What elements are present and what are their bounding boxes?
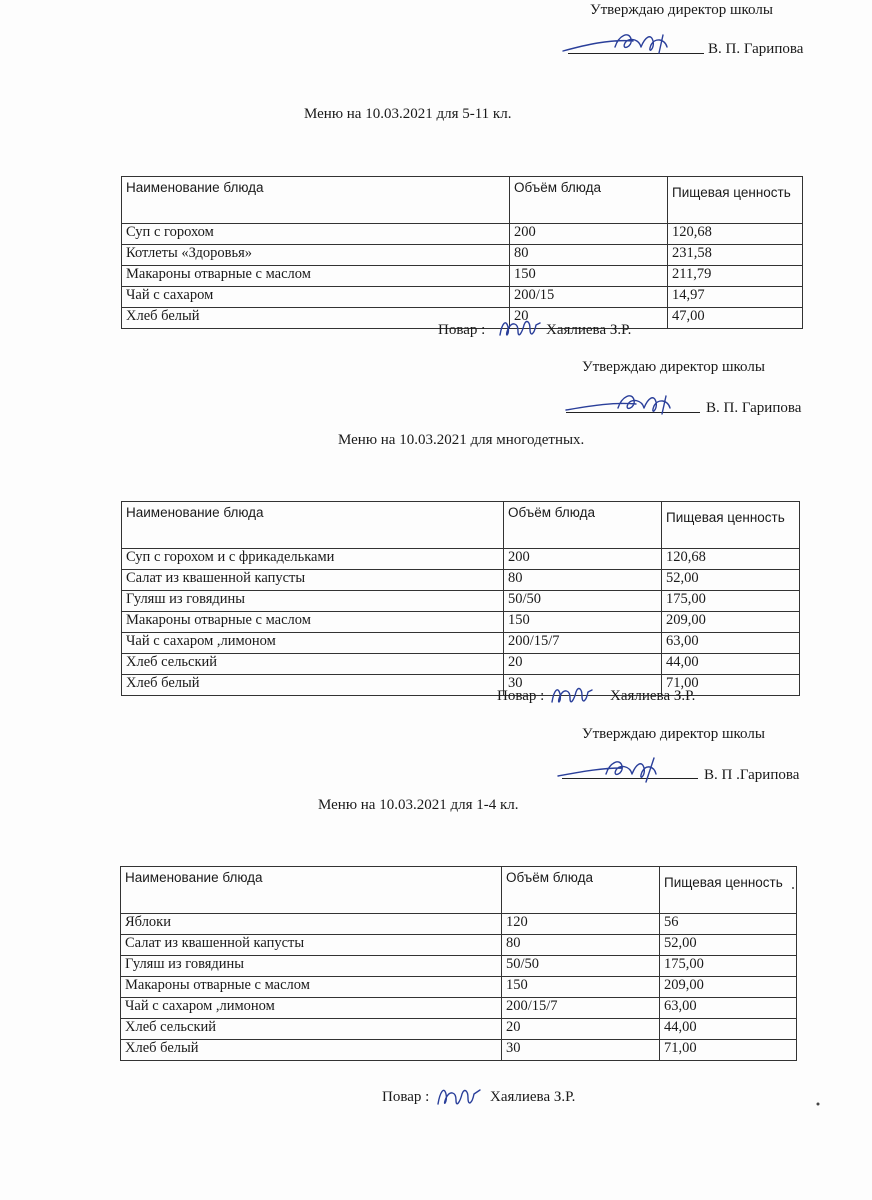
- header-dish: Наименование блюда: [122, 502, 504, 549]
- cook-label: Повар :: [497, 688, 545, 704]
- dish-cell: Макароны отварные с маслом: [122, 266, 510, 287]
- value-cell: 71,00: [660, 1040, 797, 1061]
- dish-cell: Гуляш из говядины: [122, 591, 504, 612]
- dish-cell: Хлеб белый: [121, 1040, 502, 1061]
- cook-label: Повар :: [382, 1089, 430, 1105]
- dish-cell: Макароны отварные с маслом: [122, 612, 504, 633]
- cook-label: Повар :: [438, 322, 486, 338]
- value-cell: 175,00: [662, 591, 800, 612]
- header-volume: Объём блюда: [510, 177, 668, 224]
- volume-cell: 20: [502, 1019, 660, 1040]
- value-cell: 56: [660, 914, 797, 935]
- approval-line: Утверждаю директор школы: [582, 359, 765, 375]
- value-cell: 209,00: [662, 612, 800, 633]
- dish-cell: Хлеб сельский: [122, 654, 504, 675]
- cook-name: Хаялиева З.Р.: [490, 1089, 576, 1105]
- value-cell: 44,00: [660, 1019, 797, 1040]
- menu-title: Меню на 10.03.2021 для 5-11 кл.: [304, 106, 512, 122]
- dish-cell: Макароны отварные с маслом: [121, 977, 502, 998]
- value-cell: 120,68: [662, 549, 800, 570]
- header-dish: Наименование блюда: [122, 177, 510, 224]
- volume-cell: 200/15/7: [504, 633, 662, 654]
- cook-name: Хаялиева З.Р.: [546, 322, 632, 338]
- menu-title: Меню на 10.03.2021 для многодетных.: [338, 432, 585, 448]
- volume-cell: 200: [504, 549, 662, 570]
- dish-cell: Чай с сахаром ,лимоном: [121, 998, 502, 1019]
- volume-cell: 30: [502, 1040, 660, 1061]
- header-volume: Объём блюда: [502, 867, 660, 914]
- volume-cell: 200/15/7: [502, 998, 660, 1019]
- director-name: В. П. Гарипова: [706, 400, 802, 416]
- value-cell: 209,00: [660, 977, 797, 998]
- header-nutrition: Пищевая ценность: [660, 867, 797, 914]
- dish-cell: Хлеб белый: [122, 675, 504, 696]
- volume-cell: 150: [504, 612, 662, 633]
- value-cell: 120,68: [668, 224, 803, 245]
- volume-cell: 80: [502, 935, 660, 956]
- dish-cell: Салат из квашенной капусты: [122, 570, 504, 591]
- value-cell: 63,00: [660, 998, 797, 1019]
- dish-cell: Суп с горохом: [122, 224, 510, 245]
- volume-cell: 150: [510, 266, 668, 287]
- volume-cell: 50/50: [504, 591, 662, 612]
- speck: [817, 1103, 820, 1106]
- volume-cell: 20: [504, 654, 662, 675]
- value-cell: 231,58: [668, 245, 803, 266]
- value-cell: 47,00: [668, 308, 803, 329]
- volume-cell: 50/50: [502, 956, 660, 977]
- approval-line: Утверждаю директор школы: [582, 726, 765, 742]
- value-cell: 52,00: [662, 570, 800, 591]
- volume-cell: 80: [510, 245, 668, 266]
- volume-cell: 200: [510, 224, 668, 245]
- menu-title: Меню на 10.03.2021 для 1-4 кл.: [318, 797, 519, 813]
- cook-name: Хаялиева З.Р.: [610, 688, 696, 704]
- value-cell: 44,00: [662, 654, 800, 675]
- volume-cell: 200/15: [510, 287, 668, 308]
- value-cell: 211,79: [668, 266, 803, 287]
- value-cell: 63,00: [662, 633, 800, 654]
- director-name: В. П .Гарипова: [704, 767, 800, 783]
- header-nutrition: Пищевая ценность: [662, 502, 800, 549]
- value-cell: 52,00: [660, 935, 797, 956]
- header-nutrition: Пищевая ценность: [668, 177, 803, 224]
- dish-cell: Яблоки: [121, 914, 502, 935]
- value-cell: 14,97: [668, 287, 803, 308]
- approval-line: Утверждаю директор школы: [590, 2, 773, 18]
- value-cell: 71,00: [662, 675, 800, 696]
- header-volume: Объём блюда: [504, 502, 662, 549]
- volume-cell: 120: [502, 914, 660, 935]
- speck: [792, 887, 794, 889]
- director-name: В. П. Гарипова: [708, 41, 804, 57]
- dish-cell: Хлеб белый: [122, 308, 510, 329]
- header-dish: Наименование блюда: [121, 867, 502, 914]
- volume-cell: 30: [504, 675, 662, 696]
- dish-cell: Чай с сахаром ,лимоном: [122, 633, 504, 654]
- value-cell: 175,00: [660, 956, 797, 977]
- volume-cell: 80: [504, 570, 662, 591]
- dish-cell: Салат из квашенной капусты: [121, 935, 502, 956]
- dish-cell: Котлеты «Здоровья»: [122, 245, 510, 266]
- dish-cell: Гуляш из говядины: [121, 956, 502, 977]
- volume-cell: 150: [502, 977, 660, 998]
- dish-cell: Хлеб сельский: [121, 1019, 502, 1040]
- volume-cell: 20: [510, 308, 668, 329]
- dish-cell: Суп с горохом и с фрикадельками: [122, 549, 504, 570]
- dish-cell: Чай с сахаром: [122, 287, 510, 308]
